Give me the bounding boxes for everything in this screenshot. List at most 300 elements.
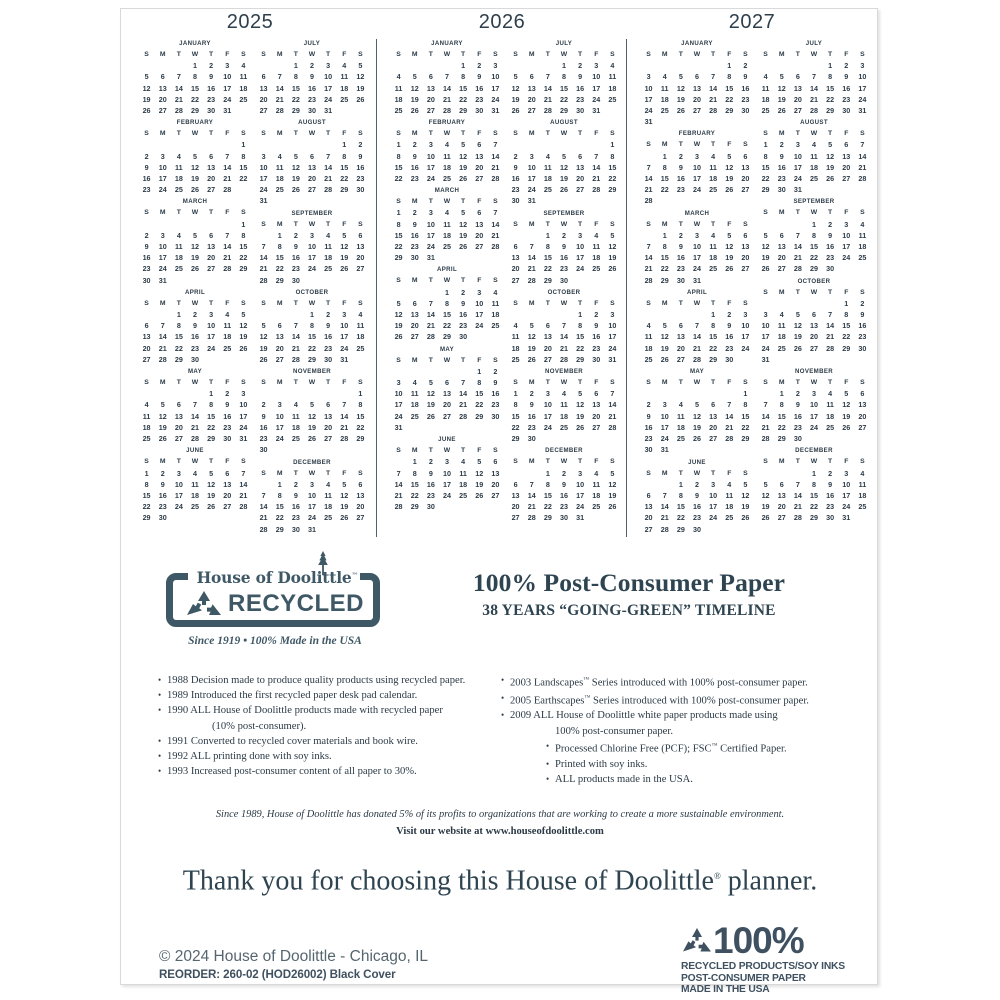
day-cell[interactable]: 25 bbox=[608, 94, 617, 104]
day-cell[interactable]: 17 bbox=[158, 174, 167, 184]
day-cell[interactable]: 8 bbox=[192, 72, 197, 82]
day-cell[interactable]: 30 bbox=[725, 354, 734, 364]
day-cell[interactable]: 24 bbox=[608, 343, 617, 353]
day-cell[interactable]: 8 bbox=[241, 230, 246, 240]
day-cell[interactable]: 3 bbox=[545, 389, 550, 399]
day-cell[interactable]: 10 bbox=[324, 72, 333, 82]
day-cell[interactable]: 27 bbox=[842, 174, 851, 184]
day-cell[interactable]: 31 bbox=[394, 422, 403, 432]
day-cell[interactable]: 4 bbox=[176, 151, 181, 161]
day-cell[interactable]: 27 bbox=[777, 513, 786, 523]
day-cell[interactable]: 3 bbox=[326, 61, 331, 71]
day-cell[interactable]: 10 bbox=[491, 72, 500, 82]
day-cell[interactable]: 22 bbox=[741, 422, 750, 432]
day-cell[interactable]: 14 bbox=[826, 321, 835, 331]
day-cell[interactable]: 28 bbox=[543, 106, 552, 116]
day-cell[interactable]: 18 bbox=[725, 502, 734, 512]
day-cell[interactable]: 6 bbox=[513, 479, 518, 489]
day-cell[interactable]: 18 bbox=[324, 253, 333, 263]
day-cell[interactable]: 5 bbox=[396, 298, 401, 308]
day-cell[interactable]: 26 bbox=[459, 242, 468, 252]
day-cell[interactable]: 28 bbox=[223, 185, 232, 195]
day-cell[interactable]: 7 bbox=[326, 151, 331, 161]
day-cell[interactable]: 10 bbox=[426, 219, 435, 229]
day-cell[interactable]: 7 bbox=[176, 72, 181, 82]
day-cell[interactable]: 18 bbox=[709, 174, 718, 184]
day-cell[interactable]: 10 bbox=[709, 490, 718, 500]
day-cell[interactable]: 11 bbox=[142, 411, 151, 421]
day-cell[interactable]: 1 bbox=[743, 389, 748, 399]
day-cell[interactable]: 12 bbox=[842, 400, 851, 410]
day-cell[interactable]: 13 bbox=[809, 321, 818, 331]
day-cell[interactable]: 21 bbox=[340, 422, 349, 432]
day-cell[interactable]: 15 bbox=[174, 332, 183, 342]
day-cell[interactable]: 12 bbox=[207, 479, 216, 489]
day-cell[interactable]: 1 bbox=[144, 468, 149, 478]
day-cell[interactable]: 23 bbox=[511, 185, 520, 195]
day-cell[interactable]: 24 bbox=[275, 434, 284, 444]
day-cell[interactable]: 22 bbox=[356, 422, 365, 432]
day-cell[interactable]: 18 bbox=[660, 94, 669, 104]
day-cell[interactable]: 11 bbox=[175, 242, 183, 252]
day-cell[interactable]: 19 bbox=[793, 332, 802, 342]
day-cell[interactable]: 26 bbox=[190, 185, 199, 195]
day-cell[interactable]: 12 bbox=[190, 162, 199, 172]
day-cell[interactable]: 3 bbox=[743, 310, 748, 320]
day-cell[interactable]: 16 bbox=[190, 332, 199, 342]
day-cell[interactable]: 1 bbox=[610, 140, 615, 150]
day-cell[interactable]: 9 bbox=[144, 162, 149, 172]
day-cell[interactable]: 14 bbox=[223, 242, 232, 252]
day-cell[interactable]: 20 bbox=[842, 162, 851, 172]
day-cell[interactable]: 28 bbox=[608, 422, 617, 432]
day-cell[interactable]: 19 bbox=[826, 162, 835, 172]
day-cell[interactable]: 7 bbox=[763, 400, 768, 410]
day-cell[interactable]: 22 bbox=[660, 264, 669, 274]
day-cell[interactable]: 2 bbox=[828, 219, 833, 229]
day-cell[interactable]: 24 bbox=[158, 185, 167, 195]
day-cell[interactable]: 18 bbox=[826, 411, 835, 421]
day-cell[interactable]: 15 bbox=[239, 242, 248, 252]
day-cell[interactable]: 30 bbox=[223, 434, 232, 444]
day-cell[interactable]: 1 bbox=[358, 389, 363, 399]
day-cell[interactable]: 8 bbox=[412, 468, 417, 478]
day-cell[interactable]: 26 bbox=[239, 343, 248, 353]
day-cell[interactable]: 22 bbox=[725, 94, 734, 104]
day-cell[interactable]: 17 bbox=[394, 400, 403, 410]
day-cell[interactable]: 30 bbox=[291, 524, 300, 534]
day-cell[interactable]: 31 bbox=[842, 513, 851, 523]
day-cell[interactable]: 13 bbox=[142, 332, 151, 342]
day-cell[interactable]: 24 bbox=[576, 264, 585, 274]
day-cell[interactable]: 19 bbox=[426, 400, 435, 410]
day-cell[interactable]: 26 bbox=[142, 106, 151, 116]
day-cell[interactable]: 3 bbox=[277, 400, 282, 410]
day-cell[interactable]: 7 bbox=[444, 72, 449, 82]
day-cell[interactable]: 13 bbox=[511, 490, 520, 500]
day-cell[interactable]: 4 bbox=[763, 72, 768, 82]
day-cell[interactable]: 3 bbox=[225, 61, 230, 71]
day-cell[interactable]: 9 bbox=[309, 72, 314, 82]
day-cell[interactable]: 22 bbox=[576, 343, 585, 353]
day-cell[interactable]: 22 bbox=[442, 321, 451, 331]
day-cell[interactable]: 21 bbox=[725, 422, 734, 432]
day-cell[interactable]: 2 bbox=[646, 400, 651, 410]
day-cell[interactable]: 18 bbox=[340, 83, 349, 93]
day-cell[interactable]: 9 bbox=[860, 310, 865, 320]
day-cell[interactable]: 7 bbox=[694, 321, 699, 331]
day-cell[interactable]: 12 bbox=[158, 411, 167, 421]
day-cell[interactable]: 11 bbox=[608, 72, 617, 82]
day-cell[interactable]: 28 bbox=[761, 434, 770, 444]
day-cell[interactable]: 23 bbox=[692, 513, 701, 523]
day-cell[interactable]: 30 bbox=[741, 106, 750, 116]
day-cell[interactable]: 21 bbox=[858, 162, 867, 172]
day-cell[interactable]: 22 bbox=[608, 174, 617, 184]
day-cell[interactable]: 14 bbox=[442, 83, 451, 93]
day-cell[interactable]: 7 bbox=[646, 162, 651, 172]
day-cell[interactable]: 15 bbox=[809, 490, 818, 500]
day-cell[interactable]: 23 bbox=[158, 502, 167, 512]
day-cell[interactable]: 26 bbox=[559, 185, 568, 195]
day-cell[interactable]: 24 bbox=[340, 343, 349, 353]
day-cell[interactable]: 7 bbox=[646, 242, 651, 252]
day-cell[interactable]: 8 bbox=[545, 479, 550, 489]
day-cell[interactable]: 1 bbox=[578, 310, 583, 320]
day-cell[interactable]: 12 bbox=[190, 242, 199, 252]
day-cell[interactable]: 28 bbox=[324, 185, 333, 195]
day-cell[interactable]: 17 bbox=[809, 411, 818, 421]
day-cell[interactable]: 29 bbox=[410, 502, 419, 512]
day-cell[interactable]: 9 bbox=[844, 72, 849, 82]
day-cell[interactable]: 5 bbox=[662, 321, 667, 331]
day-cell[interactable]: 29 bbox=[826, 106, 835, 116]
day-cell[interactable]: 12 bbox=[475, 468, 484, 478]
day-cell[interactable]: 4 bbox=[225, 310, 230, 320]
day-cell[interactable]: 7 bbox=[293, 321, 298, 331]
day-cell[interactable]: 7 bbox=[225, 151, 230, 161]
day-cell[interactable]: 12 bbox=[660, 332, 669, 342]
day-cell[interactable]: 22 bbox=[207, 422, 216, 432]
day-cell[interactable]: 13 bbox=[842, 151, 851, 161]
day-cell[interactable]: 21 bbox=[324, 174, 333, 184]
day-cell[interactable]: 27 bbox=[741, 185, 750, 195]
day-cell[interactable]: 27 bbox=[709, 434, 718, 444]
day-cell[interactable]: 20 bbox=[491, 479, 500, 489]
day-cell[interactable]: 14 bbox=[239, 479, 248, 489]
day-cell[interactable]: 5 bbox=[309, 400, 314, 410]
day-cell[interactable]: 4 bbox=[860, 219, 865, 229]
day-cell[interactable]: 14 bbox=[426, 310, 435, 320]
day-cell[interactable]: 17 bbox=[608, 332, 617, 342]
day-cell[interactable]: 13 bbox=[356, 490, 365, 500]
day-cell[interactable]: 4 bbox=[277, 151, 282, 161]
day-cell[interactable]: 14 bbox=[291, 332, 300, 342]
day-cell[interactable]: 27 bbox=[259, 106, 268, 116]
day-cell[interactable]: 10 bbox=[761, 321, 770, 331]
day-cell[interactable]: 17 bbox=[761, 332, 770, 342]
day-cell[interactable]: 19 bbox=[394, 321, 403, 331]
day-cell[interactable]: 4 bbox=[412, 378, 417, 388]
day-cell[interactable]: 21 bbox=[442, 94, 451, 104]
day-cell[interactable]: 1 bbox=[277, 479, 282, 489]
day-cell[interactable]: 23 bbox=[559, 502, 568, 512]
day-cell[interactable]: 17 bbox=[527, 174, 536, 184]
day-cell[interactable]: 9 bbox=[694, 490, 699, 500]
day-cell[interactable]: 29 bbox=[239, 264, 248, 274]
day-cell[interactable]: 2 bbox=[779, 140, 784, 150]
day-cell[interactable]: 22 bbox=[543, 502, 552, 512]
day-cell[interactable]: 18 bbox=[410, 400, 419, 410]
day-cell[interactable]: 19 bbox=[158, 422, 167, 432]
day-cell[interactable]: 4 bbox=[396, 72, 401, 82]
day-cell[interactable]: 3 bbox=[594, 61, 599, 71]
day-cell[interactable]: 15 bbox=[340, 162, 349, 172]
day-cell[interactable]: 13 bbox=[543, 332, 552, 342]
day-cell[interactable]: 10 bbox=[340, 321, 349, 331]
day-cell[interactable]: 9 bbox=[358, 151, 363, 161]
day-cell[interactable]: 15 bbox=[809, 242, 818, 252]
day-cell[interactable]: 1 bbox=[545, 468, 550, 478]
day-cell[interactable]: 17 bbox=[858, 83, 867, 93]
day-cell[interactable]: 30 bbox=[459, 332, 468, 342]
day-cell[interactable]: 12 bbox=[239, 321, 248, 331]
day-cell[interactable]: 30 bbox=[559, 275, 568, 285]
day-cell[interactable]: 16 bbox=[426, 479, 435, 489]
day-cell[interactable]: 7 bbox=[261, 242, 266, 252]
day-cell[interactable]: 17 bbox=[543, 411, 552, 421]
day-cell[interactable]: 25 bbox=[324, 264, 333, 274]
day-cell[interactable]: 16 bbox=[826, 490, 835, 500]
day-cell[interactable]: 29 bbox=[307, 354, 316, 364]
day-cell[interactable]: 18 bbox=[459, 479, 468, 489]
day-cell[interactable]: 20 bbox=[259, 94, 268, 104]
day-cell[interactable]: 9 bbox=[828, 479, 833, 489]
day-cell[interactable]: 15 bbox=[709, 332, 718, 342]
day-cell[interactable]: 11 bbox=[324, 242, 332, 252]
day-cell[interactable]: 2 bbox=[192, 310, 197, 320]
day-cell[interactable]: 20 bbox=[207, 174, 216, 184]
day-cell[interactable]: 24 bbox=[475, 321, 484, 331]
day-cell[interactable]: 13 bbox=[275, 332, 284, 342]
day-cell[interactable]: 10 bbox=[207, 321, 216, 331]
day-cell[interactable]: 22 bbox=[174, 343, 183, 353]
day-cell[interactable]: 21 bbox=[543, 94, 552, 104]
day-cell[interactable]: 10 bbox=[307, 242, 316, 252]
day-cell[interactable]: 24 bbox=[426, 242, 435, 252]
day-cell[interactable]: 7 bbox=[192, 400, 197, 410]
day-cell[interactable]: 30 bbox=[793, 434, 802, 444]
day-cell[interactable]: 16 bbox=[826, 242, 835, 252]
day-cell[interactable]: 9 bbox=[678, 242, 683, 252]
day-cell[interactable]: 1 bbox=[727, 61, 732, 71]
day-cell[interactable]: 8 bbox=[610, 151, 615, 161]
day-cell[interactable]: 17 bbox=[340, 332, 349, 342]
day-cell[interactable]: 16 bbox=[842, 83, 851, 93]
day-cell[interactable]: 16 bbox=[527, 411, 536, 421]
day-cell[interactable]: 5 bbox=[727, 230, 732, 240]
day-cell[interactable]: 1 bbox=[461, 61, 466, 71]
day-cell[interactable]: 4 bbox=[662, 72, 667, 82]
day-cell[interactable]: 30 bbox=[842, 106, 851, 116]
day-cell[interactable]: 5 bbox=[743, 479, 748, 489]
day-cell[interactable]: 7 bbox=[396, 468, 401, 478]
day-cell[interactable]: 29 bbox=[608, 185, 617, 195]
day-cell[interactable]: 25 bbox=[543, 185, 552, 195]
day-cell[interactable]: 7 bbox=[241, 468, 246, 478]
day-cell[interactable]: 18 bbox=[239, 83, 248, 93]
day-cell[interactable]: 8 bbox=[844, 310, 849, 320]
day-cell[interactable]: 8 bbox=[277, 242, 282, 252]
day-cell[interactable]: 9 bbox=[326, 321, 331, 331]
day-cell[interactable]: 16 bbox=[410, 230, 419, 240]
day-cell[interactable]: 20 bbox=[426, 94, 435, 104]
day-cell[interactable]: 11 bbox=[223, 321, 232, 331]
day-cell[interactable]: 21 bbox=[491, 162, 500, 172]
day-cell[interactable]: 15 bbox=[511, 411, 520, 421]
day-cell[interactable]: 24 bbox=[809, 422, 818, 432]
day-cell[interactable]: 10 bbox=[426, 151, 435, 161]
day-cell[interactable]: 17 bbox=[307, 253, 316, 263]
day-cell[interactable]: 3 bbox=[694, 230, 699, 240]
day-cell[interactable]: 2 bbox=[844, 61, 849, 71]
day-cell[interactable]: 15 bbox=[291, 83, 300, 93]
day-cell[interactable]: 9 bbox=[561, 479, 566, 489]
day-cell[interactable]: 20 bbox=[174, 422, 183, 432]
day-cell[interactable]: 7 bbox=[493, 140, 498, 150]
day-cell[interactable]: 16 bbox=[559, 490, 568, 500]
day-cell[interactable]: 8 bbox=[461, 72, 466, 82]
day-cell[interactable]: 23 bbox=[527, 422, 536, 432]
day-cell[interactable]: 20 bbox=[777, 502, 786, 512]
day-cell[interactable]: 28 bbox=[592, 185, 601, 195]
day-cell[interactable]: 28 bbox=[858, 174, 867, 184]
day-cell[interactable]: 15 bbox=[442, 310, 451, 320]
day-cell[interactable]: 2 bbox=[743, 61, 748, 71]
day-cell[interactable]: 16 bbox=[410, 162, 419, 172]
day-cell[interactable]: 24 bbox=[527, 185, 536, 195]
day-cell[interactable]: 5 bbox=[578, 389, 583, 399]
day-cell[interactable]: 21 bbox=[174, 94, 183, 104]
day-cell[interactable]: 6 bbox=[261, 72, 266, 82]
day-cell[interactable]: 17 bbox=[324, 83, 333, 93]
day-cell[interactable]: 18 bbox=[608, 83, 617, 93]
day-cell[interactable]: 20 bbox=[324, 422, 333, 432]
day-cell[interactable]: 14 bbox=[793, 242, 802, 252]
day-cell[interactable]: 6 bbox=[529, 72, 534, 82]
day-cell[interactable]: 18 bbox=[142, 422, 151, 432]
day-cell[interactable]: 31 bbox=[340, 354, 349, 364]
day-cell[interactable]: 25 bbox=[644, 354, 653, 364]
day-cell[interactable]: 10 bbox=[475, 298, 484, 308]
day-cell[interactable]: 10 bbox=[275, 411, 284, 421]
day-cell[interactable]: 18 bbox=[709, 253, 718, 263]
day-cell[interactable]: 21 bbox=[793, 253, 802, 263]
day-cell[interactable]: 23 bbox=[410, 242, 419, 252]
day-cell[interactable]: 26 bbox=[842, 422, 851, 432]
day-cell[interactable]: 1 bbox=[396, 140, 401, 150]
day-cell[interactable]: 31 bbox=[259, 196, 268, 206]
day-cell[interactable]: 30 bbox=[559, 513, 568, 523]
day-cell[interactable]: 22 bbox=[826, 94, 835, 104]
day-cell[interactable]: 27 bbox=[741, 264, 750, 274]
day-cell[interactable]: 29 bbox=[543, 513, 552, 523]
day-cell[interactable]: 8 bbox=[209, 400, 214, 410]
day-cell[interactable]: 3 bbox=[261, 151, 266, 161]
website-line[interactable]: Visit our website at www.houseofdoolittle.com bbox=[396, 826, 604, 837]
day-cell[interactable]: 10 bbox=[793, 151, 802, 161]
day-cell[interactable]: 25 bbox=[223, 343, 232, 353]
day-cell[interactable]: 13 bbox=[576, 162, 585, 172]
day-cell[interactable]: 18 bbox=[324, 502, 333, 512]
day-cell[interactable]: 12 bbox=[307, 411, 316, 421]
day-cell[interactable]: 20 bbox=[527, 94, 536, 104]
day-cell[interactable]: 7 bbox=[428, 298, 433, 308]
day-cell[interactable]: 13 bbox=[511, 253, 520, 263]
day-cell[interactable]: 8 bbox=[561, 72, 566, 82]
day-cell[interactable]: 23 bbox=[826, 502, 835, 512]
day-cell[interactable]: 10 bbox=[543, 400, 552, 410]
day-cell[interactable]: 29 bbox=[275, 524, 284, 534]
day-cell[interactable]: 26 bbox=[459, 174, 468, 184]
day-cell[interactable]: 28 bbox=[340, 434, 349, 444]
day-cell[interactable]: 21 bbox=[592, 174, 601, 184]
day-cell[interactable]: 21 bbox=[275, 94, 284, 104]
day-cell[interactable]: 13 bbox=[324, 411, 333, 421]
day-cell[interactable]: 1 bbox=[545, 230, 550, 240]
day-cell[interactable]: 14 bbox=[259, 253, 268, 263]
day-cell[interactable]: 12 bbox=[793, 321, 802, 331]
day-cell[interactable]: 27 bbox=[356, 513, 365, 523]
day-cell[interactable]: 5 bbox=[261, 321, 266, 331]
day-cell[interactable]: 6 bbox=[144, 321, 149, 331]
day-cell[interactable]: 5 bbox=[763, 479, 768, 489]
day-cell[interactable]: 29 bbox=[576, 354, 585, 364]
day-cell[interactable]: 6 bbox=[578, 151, 583, 161]
day-cell[interactable]: 21 bbox=[660, 513, 669, 523]
day-cell[interactable]: 19 bbox=[761, 502, 770, 512]
day-cell[interactable]: 4 bbox=[545, 151, 550, 161]
day-cell[interactable]: 26 bbox=[511, 106, 520, 116]
day-cell[interactable]: 23 bbox=[459, 321, 468, 331]
day-cell[interactable]: 25 bbox=[190, 502, 199, 512]
day-cell[interactable]: 11 bbox=[660, 83, 669, 93]
day-cell[interactable]: 8 bbox=[342, 151, 347, 161]
day-cell[interactable]: 14 bbox=[223, 162, 232, 172]
day-cell[interactable]: 24 bbox=[259, 185, 268, 195]
day-cell[interactable]: 8 bbox=[811, 479, 816, 489]
day-cell[interactable]: 22 bbox=[394, 242, 403, 252]
day-cell[interactable]: 20 bbox=[543, 343, 552, 353]
day-cell[interactable]: 29 bbox=[142, 513, 151, 523]
day-cell[interactable]: 5 bbox=[779, 72, 784, 82]
day-cell[interactable]: 8 bbox=[678, 490, 683, 500]
day-cell[interactable]: 22 bbox=[291, 94, 300, 104]
day-cell[interactable]: 1 bbox=[396, 208, 401, 218]
day-cell[interactable]: 17 bbox=[576, 253, 585, 263]
day-cell[interactable]: 20 bbox=[356, 502, 365, 512]
day-cell[interactable]: 20 bbox=[142, 343, 151, 353]
day-cell[interactable]: 2 bbox=[144, 151, 149, 161]
day-cell[interactable]: 3 bbox=[160, 230, 165, 240]
day-cell[interactable]: 9 bbox=[678, 162, 683, 172]
day-cell[interactable]: 10 bbox=[576, 479, 585, 489]
day-cell[interactable]: 26 bbox=[158, 434, 167, 444]
day-cell[interactable]: 20 bbox=[511, 502, 520, 512]
day-cell[interactable]: 8 bbox=[396, 151, 401, 161]
day-cell[interactable]: 19 bbox=[142, 94, 151, 104]
day-cell[interactable]: 11 bbox=[777, 321, 786, 331]
